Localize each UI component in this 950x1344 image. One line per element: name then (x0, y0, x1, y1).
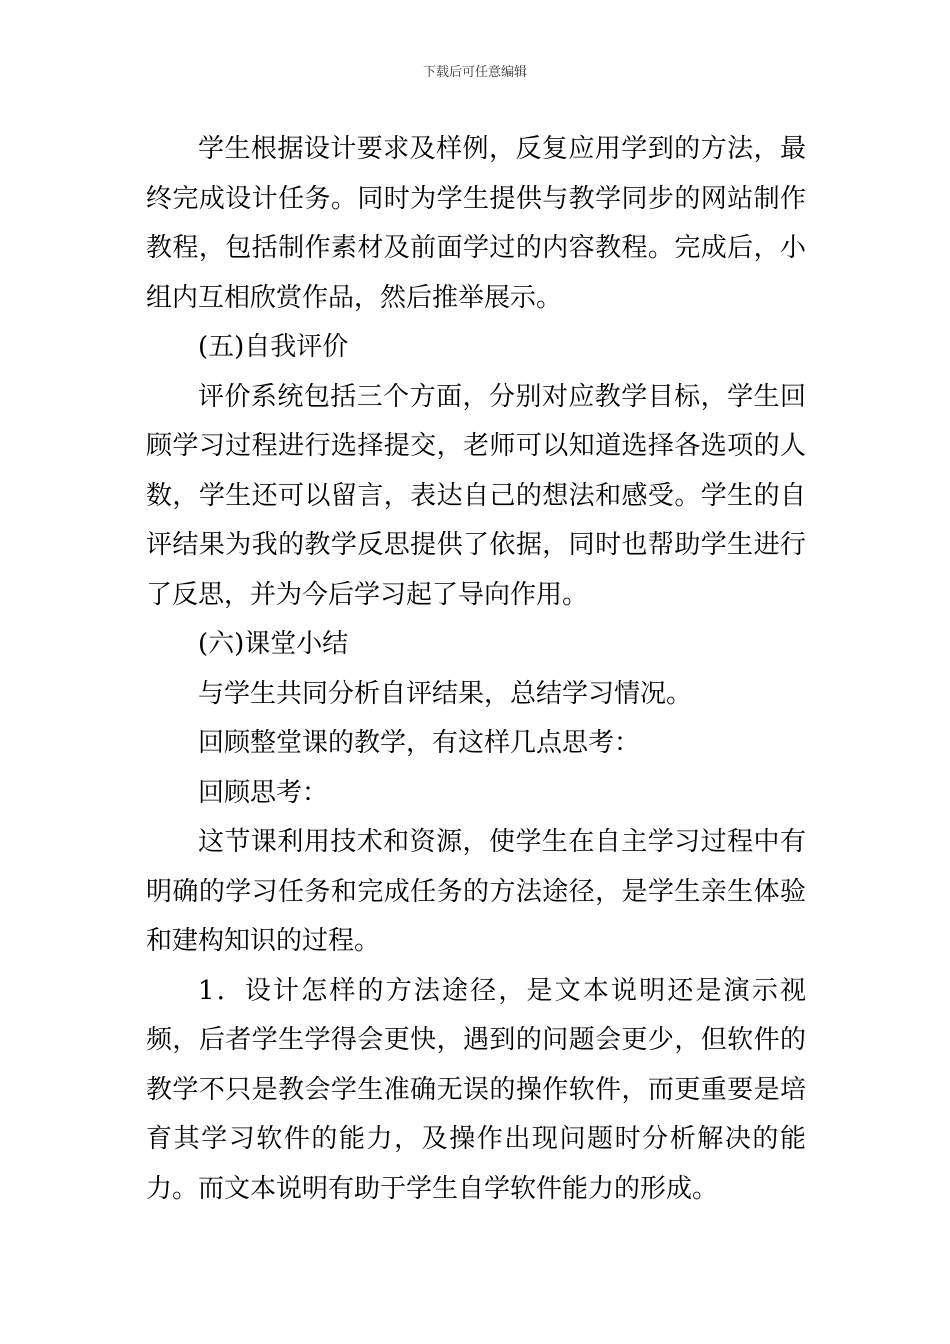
paragraph-review-label: 回顾思考： (198, 777, 329, 808)
document-body (146, 125, 806, 1214)
paragraph-review-intro: 回顾整堂课的教学，有这样几点思考： (198, 728, 641, 758)
paragraph-analyze-results: 与学生共同分析自评结果，总结学习情况。 (198, 678, 693, 709)
page-header: 下载后可任意编辑 (422, 65, 527, 80)
section-heading-class-summary: (六)课堂小结 (198, 629, 349, 659)
paragraph-student-design: 学生根据设计要求及样例，反复应用学到的方法，最终完成设计任务。同时为学生提供与教学同步的网站制作教程，包括制作素材及前面学过的内容教程。完成后，小组内互相欣赏作品，然后推举展示。 (146, 134, 806, 313)
paragraph-evaluation-system: 评价系统包括三个方面，分别对应教学目标，学生回顾学习过程进行选择提交，老师可以知道选择各选项的人数，学生还可以留言，表达自己的想法和感受。学生的自评结果为我的教学反思提供了依据，同时也帮助学生进行了反思，并为今后学习起了导向作用。 (146, 381, 806, 610)
paragraph-point-one: 1．设计怎样的方法途径，是文本说明还是演示视频，后者学生学得会更快，遇到的问题会更少，但软件的教学不只是教会学生准确无误的操作软件，而更重要是培育其学习软件的能力，及操作出现问题时分析解决的能力。而文本说明有助于学生自学软件能力的形成。 (146, 975, 806, 1204)
paragraph-technology-resources: 这节课利用技术和资源，使学生在自主学习过程中有明确的学习任务和完成任务的方法途径，是学生亲生体验和建构知识的过程。 (146, 827, 806, 956)
section-heading-self-evaluation: (五)自我评价 (198, 332, 349, 362)
